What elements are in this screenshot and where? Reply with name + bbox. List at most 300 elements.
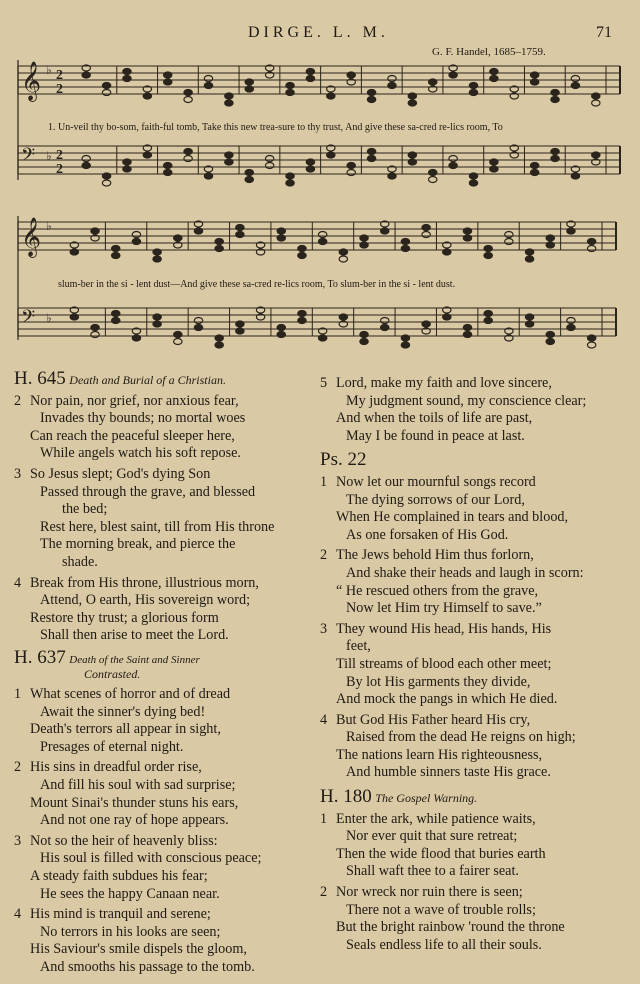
note-head [174,235,182,241]
note-head [306,76,314,82]
verse-number: 2 [14,392,22,409]
note-head [360,339,368,345]
note-head [484,318,492,324]
note-head [408,159,416,165]
note-head [408,100,416,106]
note-head [367,149,375,155]
note-head [401,246,409,252]
hymn-645-verses [14,393,312,645]
note-head [82,156,90,162]
note-head [318,239,326,245]
note-head [102,90,110,96]
verse-line [320,674,620,692]
verse-text: Raised from the dead He reigns on high; [346,729,576,746]
verse-text: And not one ray of hope appears. [40,812,229,829]
verse-number: 5 [320,375,328,391]
note-head [123,76,131,82]
note-head [443,314,451,320]
hymn-645-verse-5 [320,375,620,445]
verse [14,759,312,829]
note-head [367,90,375,96]
verse-text: Shall waft thee to a fairer seat. [346,863,519,880]
note-head [164,163,172,169]
verse-line [14,812,312,830]
verse-line [320,509,620,527]
hymn-title: Death and Burial of a Christian. [69,373,226,387]
note-head [469,173,477,179]
note-head [505,239,513,245]
note-head [571,83,579,89]
verse-line [320,747,620,765]
verse-line [320,863,620,881]
verse-line [320,691,620,709]
note-head [469,90,477,96]
note-head [123,166,131,172]
verse-line [320,729,620,747]
hymn-subtitle: Contrasted. [84,666,141,681]
verse-line [320,492,620,510]
verse-text: And smooths his passage to the tomb. [40,959,255,975]
note-head [153,321,161,327]
verse [14,575,312,645]
note-head [551,90,559,96]
note-head [490,76,498,82]
note-head [484,246,492,252]
note-head [339,249,347,255]
verse-line [14,592,312,610]
verse-text: the bed; [62,501,108,518]
note-head [530,163,538,169]
verse-text: They wound His head, His hands, His [336,620,552,637]
verse-number: 4 [14,574,22,591]
note-head [587,342,595,348]
verse-text: Nor pain, nor grief, nor anxious fear, [30,392,239,409]
verse-text: Seals endless life to all their souls. [346,936,542,953]
verse-line [320,583,620,601]
music-notation [0,0,640,360]
note-head [153,256,161,262]
note-head [327,93,335,99]
note-head [401,335,409,341]
note-head [102,173,110,179]
note-head [132,232,140,238]
note-head [443,249,451,255]
note-head [70,314,78,320]
note-head [388,83,396,89]
verse-text: Invades thy bounds; no mortal woes [40,410,246,427]
flat-sign: ♭ [46,63,52,77]
flat-sign: ♭ [46,219,52,233]
note-head [204,173,212,179]
verse-text: Shall then arise to meet the Lord. [40,627,229,644]
note-head [367,156,375,162]
note-head [277,332,285,338]
note-head [225,93,233,99]
note-head [82,163,90,169]
hymn-title: Death of the Saint and Sinner [69,653,200,666]
verse [320,474,620,544]
verse-number: 2 [320,547,328,564]
note-head [174,332,182,338]
verse-text: Passed through the grave, and blessed [40,483,256,500]
note-head [592,100,600,106]
note-head [505,232,513,238]
psalm-number: Ps. 22 [320,449,367,471]
note-head [490,69,498,75]
verse-line [14,959,312,977]
verse-line [14,924,312,942]
note-head [286,173,294,179]
verse-line [320,621,620,639]
note-head [164,79,172,85]
verse [320,811,620,881]
note-head [422,225,430,231]
note-head [530,72,538,78]
hymn-title: The Gospel Warning. [375,791,478,806]
note-head [286,90,294,96]
treble-clef: 𝄞 [21,219,42,256]
note-head [469,180,477,186]
verse-line [14,410,312,428]
note-head [82,72,90,78]
note-head [277,325,285,331]
time-signature: 2 [56,148,63,163]
verse-text: His sins in dreadful order rise, [30,759,202,776]
note-head [236,232,244,238]
verse-line [14,393,312,411]
hymn-645-heading [14,370,312,390]
verse-line [14,428,312,446]
note-head [204,83,212,89]
verse [14,686,312,756]
verse-text: The dying sorrows of our Lord, [346,491,525,508]
verse-text: Restore thy trust; a glorious form [30,609,219,626]
note-head [298,311,306,317]
verse [14,466,312,572]
verse-line [14,833,312,851]
note-head [429,177,437,183]
verse-text: And mock the pangs in which He died. [336,691,558,708]
note-head [463,332,471,338]
verse-text: As one forsaken of His God. [346,526,509,543]
note-head [123,159,131,165]
verse-text: My judgment sound, my conscience clear; [346,392,587,409]
note-head [215,246,223,252]
verse-line [320,919,620,937]
note-head [215,342,223,348]
note-head [215,239,223,245]
verse-text: What scenes of horror and of dread [30,686,231,703]
verse-line [14,466,312,484]
verse-text: Death's terrors all appear in sight, [30,721,221,738]
note-head [567,228,575,234]
right-column [320,372,620,954]
note-head [551,97,559,103]
note-head [245,170,253,176]
verse-line [320,638,620,656]
note-head [381,228,389,234]
verse-line [14,445,312,463]
note-head [184,149,192,155]
note-head [587,335,595,341]
verse-number: 2 [320,884,328,901]
verse-number: 3 [14,465,22,482]
note-head [429,79,437,85]
note-head [347,163,355,169]
note-head [525,321,533,327]
verse-line [14,627,312,645]
verse-line [14,610,312,628]
lyrics-line-2: slum-ber in the si - lent dust—And give these sa-cred re-lics room, To slum-ber in the si - lent dust. [58,279,456,290]
note-head [225,159,233,165]
verse-line [14,519,312,537]
verse-text: No terrors in his looks are seen; [40,923,221,940]
note-head [449,163,457,169]
verse [320,621,620,709]
hymn-number: H. 645 [14,368,66,389]
note-head [484,311,492,317]
psalm-22-heading [320,451,620,471]
hymn-180-heading [320,788,620,808]
verse-text: And humble sinners taste His grace. [346,764,551,781]
verse-text: His soul is filled with conscious peace; [40,850,262,867]
note-head [318,232,326,238]
verse-line [14,850,312,868]
note-head [490,159,498,165]
note-head [408,93,416,99]
note-head [298,253,306,259]
note-head [306,166,314,172]
hymn-180-verses [320,811,620,955]
note-head [567,325,575,331]
verse-text: Await the sinner's dying bed! [40,703,206,720]
note-head [153,314,161,320]
note-head [286,180,294,186]
note-head [194,228,202,234]
note-head [587,246,595,252]
verse-text: His mind is tranquil and serene; [30,906,211,923]
verse-text: The nations learn His righteousness, [336,746,543,763]
note-head [567,318,575,324]
note-head [174,339,182,345]
flat-sign: ♭ [46,311,52,325]
verse-number: 1 [14,686,22,703]
verse-number: 4 [320,711,328,728]
verse-number: 4 [14,906,22,923]
verse-line [14,575,312,593]
verse-text: Not so the heir of heavenly bliss: [30,832,218,849]
verse-line [14,554,312,572]
time-signature: 2 [56,162,63,177]
verse-text: Nor ever quit that sure retreat; [346,828,518,845]
note-head [449,156,457,162]
verse-text: His Saviour's smile dispels the gloom, [30,941,247,958]
verse-line [14,795,312,813]
note-head [388,173,396,179]
verse-text: While angels watch his soft repose. [40,445,241,462]
note-head [381,318,389,324]
verse-line [14,886,312,904]
verse-line [320,937,620,955]
note-head [112,246,120,252]
note-head [245,177,253,183]
verse-line [14,868,312,886]
note-head [123,69,131,75]
verse [14,906,312,976]
verse-number: 2 [14,759,22,776]
note-head [490,166,498,172]
verse-line [320,527,620,545]
verse-number: 1 [320,810,328,827]
note-head [587,239,595,245]
note-head [347,72,355,78]
verse-line [320,600,620,618]
note-head [153,249,161,255]
verse-number: 3 [14,832,22,849]
verse-line [14,941,312,959]
note-head [360,332,368,338]
verse [320,547,620,617]
note-head [102,180,110,186]
bass-clef: 𝄢 [21,306,36,331]
note-head [215,335,223,341]
note-head [164,72,172,78]
verse-text: Can reach the peaceful sleeper here, [30,427,235,444]
note-head [112,318,120,324]
verse-text: Now let our mournful songs record [336,473,536,490]
verse-text: Till streams of blood each other meet; [336,655,552,672]
verse-line [14,759,312,777]
note-head [422,321,430,327]
note-head [194,318,202,324]
note-head [546,332,554,338]
note-head [367,97,375,103]
verse-line [320,410,620,428]
lyrics-line-1: 1. Un-veil thy bo-som, faith-ful tomb, Take this new trea-sure to thy trust, And give these sa-cred re-lics room, To [48,122,503,133]
verse-text: Then the wide flood that buries earth [336,845,546,862]
verse-number: 1 [320,473,328,490]
note-head [525,314,533,320]
note-head [551,156,559,162]
note-head [265,163,273,169]
note-head [525,256,533,262]
treble-clef: 𝄞 [21,63,42,100]
note-head [277,228,285,234]
note-head [143,152,151,158]
note-head [347,170,355,176]
composer-credit: G. F. Handel, 1685–1759. [432,46,546,58]
note-head [277,235,285,241]
verse-text: A steady faith subdues his fear; [30,868,208,885]
verse-line [320,656,620,674]
bass-clef: 𝄢 [21,144,36,169]
verse-text: May I be found in peace at last. [346,427,525,444]
verse [14,393,312,463]
verse [320,375,620,445]
verse-line [320,902,620,920]
verse-line [320,828,620,846]
note-head [286,83,294,89]
verse-text: But the bright rainbow 'round the throne [336,919,565,936]
verse-text: Now let Him try Himself to save.” [346,600,542,617]
note-head [484,253,492,259]
note-head [360,242,368,248]
verse-number: 3 [320,620,328,637]
verse-line [14,906,312,924]
hymn-637-verses [14,686,312,977]
verse-text: By lot His garments they divide, [346,673,531,690]
note-head [112,311,120,317]
note-head [184,97,192,103]
verse-line [320,428,620,446]
verse-line [320,393,620,411]
page-number: 71 [596,24,612,41]
note-head [327,152,335,158]
note-head [551,149,559,155]
verse-text: Attend, O earth, His sovereign word; [40,592,251,609]
verse-line [14,777,312,795]
verse-line [320,712,620,730]
note-head [546,235,554,241]
note-head [91,228,99,234]
note-head [91,332,99,338]
hymn-number: H. 637 [14,646,66,668]
verse-line [14,501,312,519]
verse-text: Nor wreck nor ruin there is seen; [336,884,523,901]
note-head [422,232,430,238]
note-head [236,328,244,334]
verse-line [320,565,620,583]
verse-line [320,846,620,864]
note-head [194,325,202,331]
note-head [204,76,212,82]
note-head [236,225,244,231]
note-head [546,242,554,248]
verse-text: feet, [346,638,371,655]
note-head [592,152,600,158]
note-head [265,156,273,162]
note-head [339,314,347,320]
verse-text: Mount Sinai's thunder stuns his ears, [30,794,239,811]
verse-line [320,811,620,829]
verse-text: Lord, make my faith and love sincere, [336,375,552,391]
verse [320,712,620,782]
note-head [102,83,110,89]
note-head [381,325,389,331]
note-head [298,318,306,324]
note-head [298,246,306,252]
hymn-number: H. 180 [320,786,372,808]
verse-text: Enter the ark, while patience waits, [336,810,536,827]
verse-line [14,686,312,704]
verse-line [320,884,620,902]
verse-line [320,547,620,565]
time-signature: 2 [56,68,63,83]
note-head [530,170,538,176]
verse-text: Break from His throne, illustrious morn, [30,574,259,591]
note-head [143,93,151,99]
verse-text: Rest here, blest saint, till from His throne [40,518,275,535]
note-head [469,83,477,89]
time-signature: 2 [56,82,63,97]
verse-line [14,739,312,757]
verse-line [14,484,312,502]
verse-text: And fill his soul with sad surprise; [40,777,236,794]
verse-text: But God His Father heard His cry, [336,711,531,728]
note-head [184,156,192,162]
verse-line [320,474,620,492]
note-head [463,325,471,331]
